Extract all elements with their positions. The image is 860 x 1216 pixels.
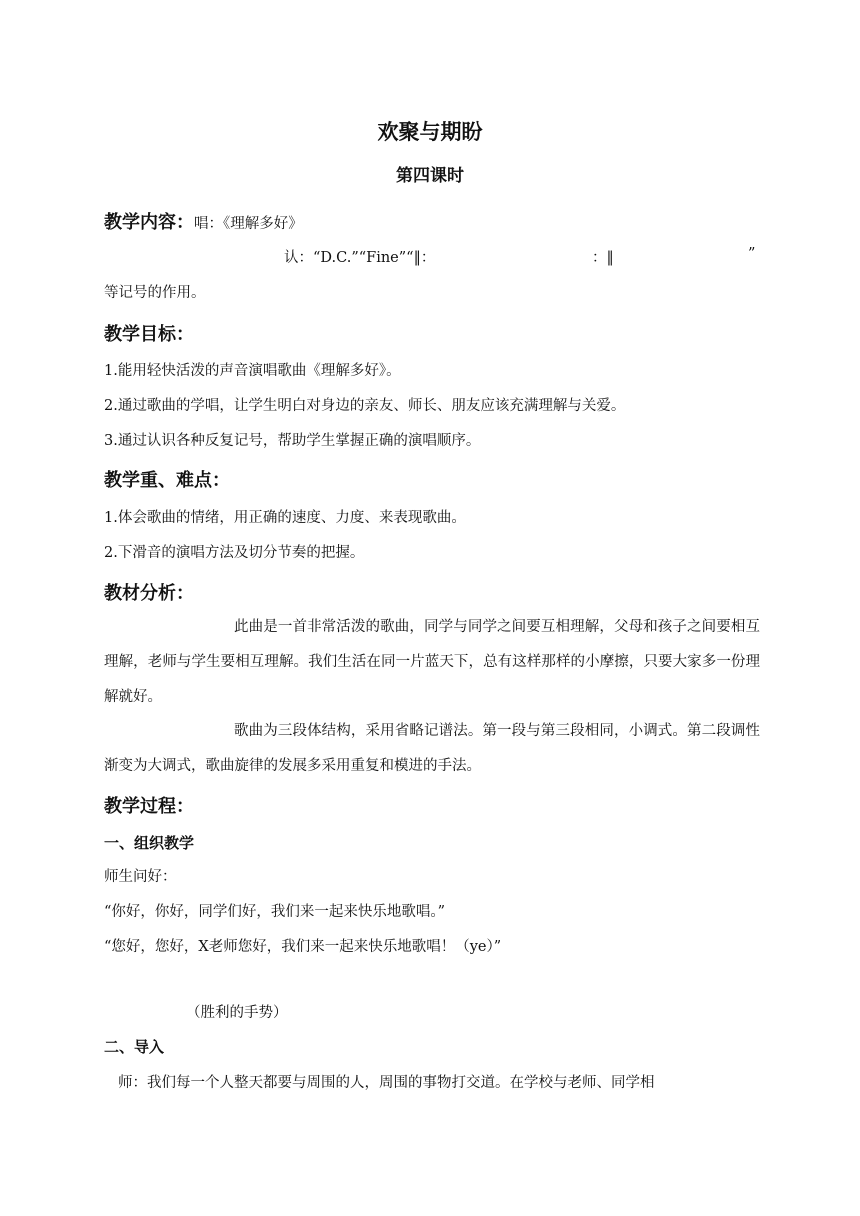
- section1-line: “您好，您好，X老师您好，我们来一起来快乐地歌唱！（ye）”: [104, 939, 502, 955]
- content-heading: 教学内容：: [104, 212, 194, 233]
- goals-heading: 教学目标：: [104, 324, 194, 345]
- close-quote: ”: [748, 246, 756, 262]
- content-sing: 唱：《理解多好》: [194, 216, 303, 232]
- section2-text: 师：我们每一个人整天都要与周围的人，周围的事物打交道。在学校与老师、同学相: [118, 1075, 655, 1091]
- keypoint-item: 1.体会歌曲的情绪，用正确的速度、力度、来表现歌曲。: [104, 510, 466, 526]
- analysis-heading: 教材分析：: [104, 583, 194, 604]
- document-title: 欢聚与期盼: [377, 120, 483, 144]
- section1-line: 师生问好：: [104, 869, 177, 885]
- analysis-paragraph: 此曲是一首非常活泼的歌曲，同学与同学之间要互相理解，父母和孩子之间要相互理解，老师与学生要相互理解。我们生活在同一片蓝天下，总有这样那样的小摩擦，只要大家多一份理解就好。: [104, 619, 760, 705]
- document-subtitle: 第四课时: [396, 166, 464, 186]
- content-know-suffix: 等记号的作用。: [104, 285, 206, 301]
- process-heading: 教学过程：: [104, 796, 194, 817]
- content-line: [104, 208, 303, 234]
- analysis-paragraph: 歌曲为三段体结构，采用省略记谱法。第一段与第三段相同，小调式。第二段调性渐变为大调式，歌曲旋律的发展多采用重复和模进的手法。: [104, 723, 760, 774]
- section2-title: 二、导入: [104, 1038, 165, 1056]
- content-know-prefix: 认：“D.C.”“Fine”“‖：: [284, 250, 436, 266]
- section1-title: 一、组织教学: [104, 834, 195, 852]
- section1-line: （胜利的手势）: [186, 1005, 288, 1021]
- goal-item: 1.能用轻快活泼的声音演唱歌曲《理解多好》。: [104, 363, 401, 379]
- keypoints-heading: 教学重、难点：: [104, 470, 230, 491]
- keypoint-item: 2.下滑音的演唱方法及切分节奏的把握。: [104, 545, 365, 561]
- goal-item: 2.通过歌曲的学唱，让学生明白对身边的亲友、师长、朋友应该充满理解与关爱。: [104, 398, 626, 414]
- section1-line: “你好，你好，同学们好，我们来一起来快乐地歌唱。”: [104, 904, 446, 920]
- goal-item: 3.通过认识各种反复记号，帮助学生掌握正确的演唱顺序。: [104, 433, 481, 449]
- repeat-end-sign: ：‖: [592, 250, 614, 266]
